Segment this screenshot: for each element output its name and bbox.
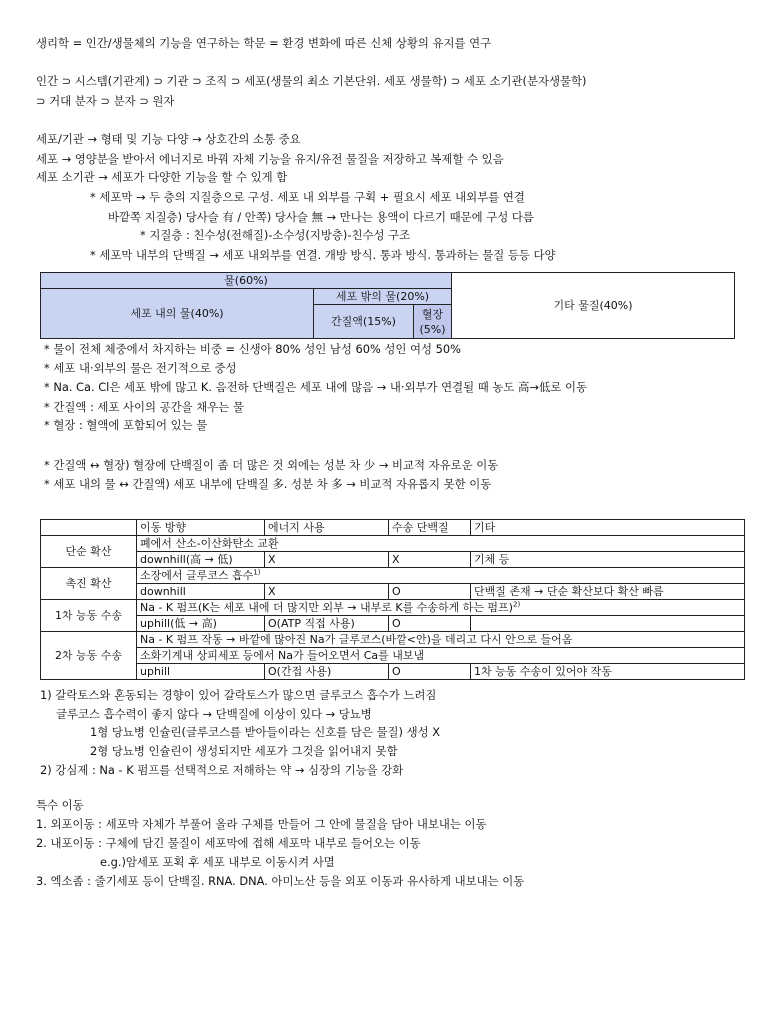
secondary-protein: O [389, 664, 471, 680]
facilitated-protein: O [389, 584, 471, 600]
interstitial-fluid-cell: 간질액(15%) [314, 305, 414, 339]
secondary-active-desc-1: Na - K 펌프 작동 → 바깥에 많아진 Na가 글루코스(바깥<안)을 데리고 다시 안으로 들어옴 [137, 632, 745, 648]
definition-line: 생리학 = 인간/생물체의 기능을 연구하는 학문 = 환경 변화에 따른 신체 상황의 유지를 연구 [36, 36, 492, 50]
table-row [41, 552, 745, 568]
table-row [41, 600, 745, 616]
primary-desc-text: Na - K 펌프(K는 세포 내에 더 많지만 외부 → 내부로 K를 수송하게 하는 펌프) [140, 601, 513, 614]
cell-organ-line: 세포/기관 → 형태 및 기능 다양 → 상호간의 소통 중요 [36, 132, 301, 146]
note-interstitial-plasma: * 간질액 ↔ 혈장) 혈장에 단백질이 좀 더 많은 것 외에는 성분 차 少 → 비교적 자유로운 이동 [44, 458, 499, 472]
footnote-ref-1: 1) [253, 568, 261, 577]
simple-diffusion-desc: 폐에서 산소-이산화탄소 교환 [137, 536, 745, 552]
note-neutral: * 세포 내·외부의 물은 전기적으로 중성 [44, 361, 237, 375]
table-header-cell: 이동 방향 [137, 520, 265, 536]
facilitated-etc: 단백질 존재 → 단순 확산보다 확산 빠름 [471, 584, 745, 600]
primary-active-desc [137, 600, 745, 616]
simple-diffusion-label: 단순 확산 [41, 536, 137, 568]
simple-etc: 기체 등 [471, 552, 745, 568]
primary-direction: uphill(低 → 高) [137, 616, 265, 632]
body-water-table [40, 272, 735, 339]
primary-protein: O [389, 616, 471, 632]
table-row [41, 536, 745, 552]
special-item-3: 3. 엑소좀 : 줄기세포 등이 단백질. RNA. DNA. 아미노산 등을 외포 이동과 유사하게 내보내는 이동 [36, 874, 525, 888]
other-substance-cell: 기타 물질(40%) [452, 273, 735, 339]
secondary-direction: uphill [137, 664, 265, 680]
table-row [41, 568, 745, 584]
table-row [41, 648, 745, 664]
special-transport-title: 특수 이동 [36, 798, 84, 812]
membrane-note: * 세포막 → 두 층의 지질층으로 구성. 세포 내 외부를 구획 + 필요시 세포 내외부를 연결 [90, 190, 525, 204]
note-plasma: * 혈장 : 혈액에 포함되어 있는 물 [44, 418, 208, 432]
secondary-energy: O(간접 사용) [265, 664, 389, 680]
transport-table [40, 519, 745, 680]
membrane-protein-note: * 세포막 내부의 단백질 → 세포 내외부를 연결. 개방 방식. 통과 방식. 통과하는 물질 등등 다양 [90, 248, 556, 262]
primary-active-label: 1차 능동 수송 [41, 600, 137, 632]
facilitated-diffusion-desc [137, 568, 745, 584]
hierarchy-line-cont: ⊃ 거대 분자 ⊃ 분자 ⊃ 원자 [36, 94, 175, 108]
note-water-ratio: * 물이 전체 체중에서 차지하는 비중 = 신생아 80% 성인 남성 60% 성인 여성 50% [44, 342, 461, 356]
footnote-1-cont: 글루코스 흡수력이 좋지 않다 → 단백질에 이상이 있다 → 당뇨병 [56, 707, 372, 721]
simple-protein: X [389, 552, 471, 568]
plasma-pct: (5%) [419, 322, 446, 336]
organelle-line: 세포 소기관 → 세포가 다양한 기능을 할 수 있게 함 [36, 170, 288, 184]
footnote-2: 2) 강심제 : Na - K 펌프를 선택적으로 저해하는 약 → 심장의 기능을 강화 [40, 763, 404, 777]
table-row [41, 616, 745, 632]
table-header-cell [41, 520, 137, 536]
plasma-cell [414, 305, 452, 339]
special-example: e.g.)암세포 포획 후 세포 내부로 이동시켜 사멸 [100, 855, 335, 869]
table-header-cell: 에너지 사용 [265, 520, 389, 536]
note-interstitial: * 간질액 : 세포 사이의 공간을 채우는 물 [44, 400, 244, 414]
table-header-cell: 기타 [471, 520, 745, 536]
secondary-active-label: 2차 능동 수송 [41, 632, 137, 680]
primary-energy: O(ATP 직접 사용) [265, 616, 389, 632]
facilitated-direction: downhill [137, 584, 265, 600]
plasma-label: 혈장 [421, 307, 444, 321]
table-row [41, 584, 745, 600]
facilitated-diffusion-label: 촉진 확산 [41, 568, 137, 600]
footnote-type2: 2형 당뇨병 인슐린이 생성되지만 세포가 그것을 읽어내지 못함 [90, 744, 398, 758]
table-header-row [41, 520, 745, 536]
water-total-cell: 물(60%) [41, 273, 452, 289]
intracellular-water-cell: 세포 내의 물(40%) [41, 289, 314, 339]
note-ions: * Na. Ca. Cl은 세포 밖에 많고 K. 음전하 단백질은 세포 내에 많음 → 내·외부가 연결될 때 농도 高→低로 이동 [44, 380, 587, 394]
simple-energy: X [265, 552, 389, 568]
special-item-2: 2. 내포이동 : 구체에 담긴 물질이 세포막에 접해 세포막 내부로 들어오는 이동 [36, 836, 421, 850]
footnote-ref-2: 2) [512, 600, 521, 609]
membrane-note-cont: 바깥쪽 지질층) 당사슬 有 / 안쪽) 당사슬 無 → 만나는 용액이 다르기 때문에 구성 다름 [108, 210, 534, 224]
facilitated-desc-text: 소장에서 글루코스 흡수 [140, 569, 254, 582]
hierarchy-line: 인간 ⊃ 시스템(기관계) ⊃ 기관 ⊃ 조직 ⊃ 세포(생물의 최소 기본단위. 세포 생물학) ⊃ 세포 소기관(분자생물학) [36, 74, 587, 88]
secondary-active-desc-2: 소화기계내 상피세포 등에서 Na가 들어오면서 Ca를 내보냄 [137, 648, 745, 664]
table-row [41, 664, 745, 680]
cell-line: 세포 → 영양분을 받아서 에너지로 바꿔 자체 기능을 유지/유전 물질을 저장하고 복제할 수 있음 [36, 152, 504, 166]
table-header-cell: 수송 단백질 [389, 520, 471, 536]
primary-etc [471, 616, 745, 632]
footnote-type1: 1형 당뇨병 인슐린(글루코스를 받아들이라는 신호를 담은 물질) 생성 X [90, 725, 440, 739]
facilitated-energy: X [265, 584, 389, 600]
extracellular-water-cell: 세포 밖의 물(20%) [314, 289, 452, 305]
special-item-1: 1. 외포이동 : 세포막 자체가 부풀어 올라 구체를 만들어 그 안에 물질을 담아 내보내는 이동 [36, 817, 487, 831]
note-intracellular: * 세포 내의 물 ↔ 간질액) 세포 내부에 단백질 多. 성분 차 多 → 비교적 자유롭지 못한 이동 [44, 477, 492, 491]
table-row [41, 632, 745, 648]
simple-direction: downhill(高 → 低) [137, 552, 265, 568]
secondary-etc: 1차 능동 수송이 있어야 작동 [471, 664, 745, 680]
footnote-1: 1) 갈락토스와 혼동되는 경향이 있어 갈락토스가 많으면 글루코스 흡수가 느려짐 [40, 688, 437, 702]
lipid-layer-note: * 지질층 : 친수성(전해질)-소수성(지방층)-친수성 구조 [140, 228, 411, 242]
